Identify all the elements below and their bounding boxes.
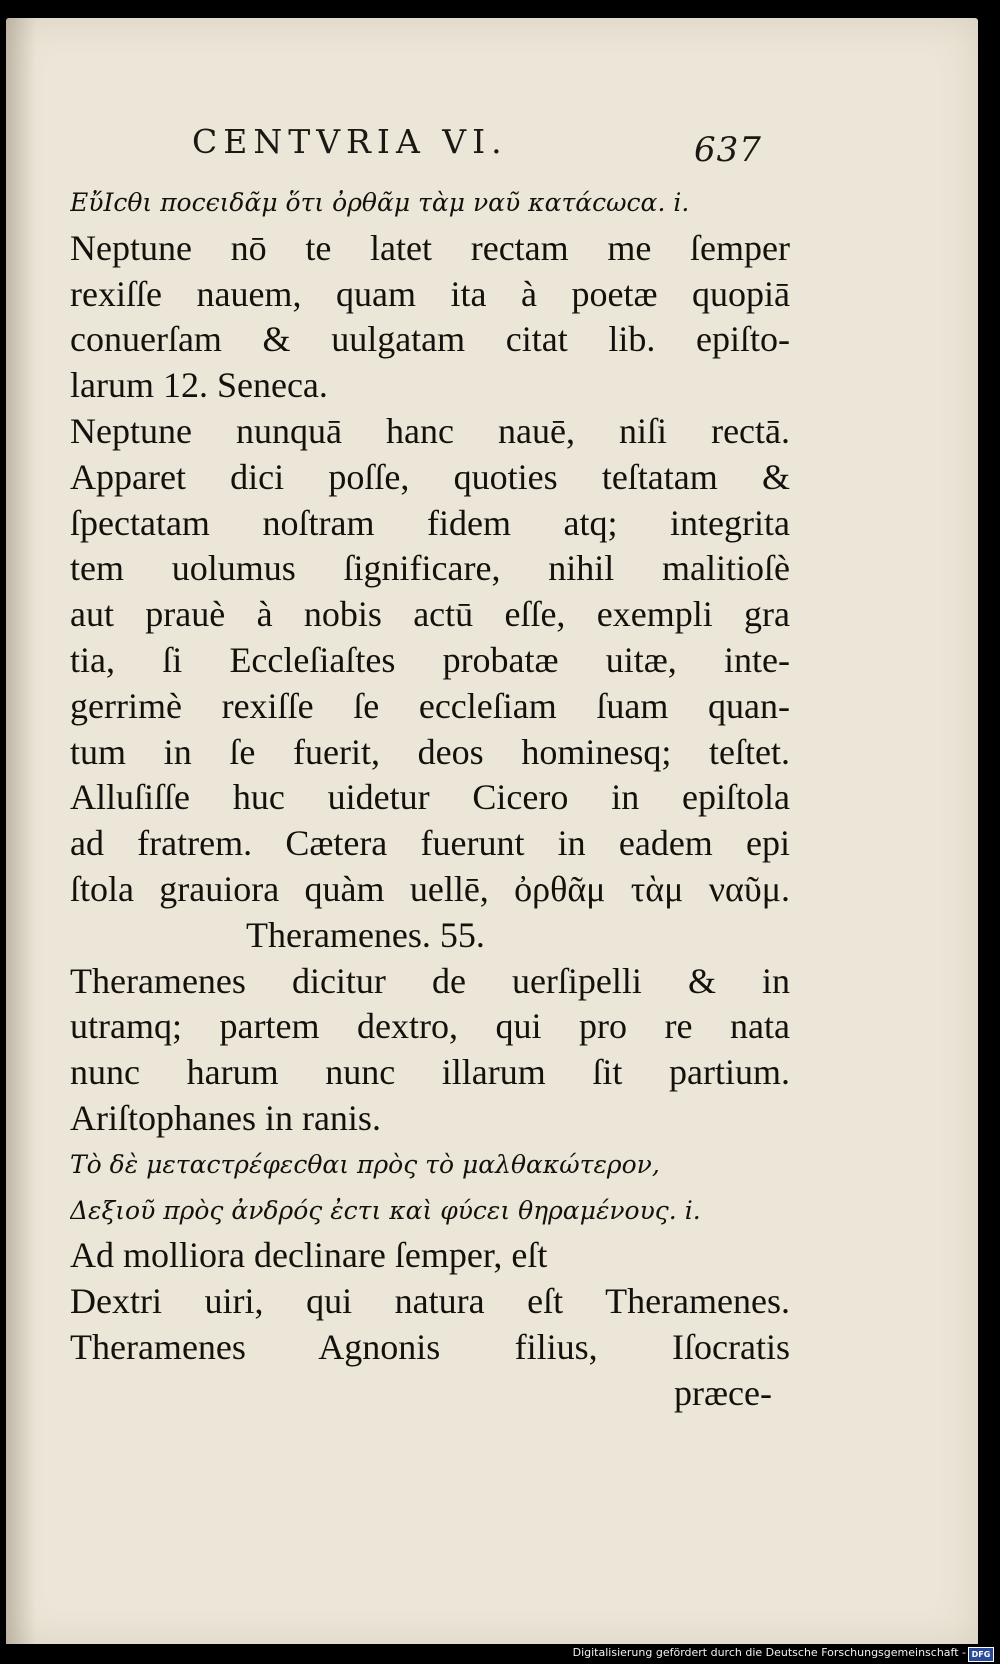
- text-line: nunc harum nunc illarum ſit partium.: [70, 1052, 790, 1093]
- running-head: CENTVRIA VI.: [192, 122, 508, 161]
- dfg-logo: DFG: [968, 1647, 994, 1662]
- greek-quote-line: Τὸ δὲ μεταϲτρέφεϲθαι πρὸς τὸ μαλθακώτερον,: [70, 1149, 660, 1179]
- catchword: præce-: [674, 1372, 772, 1413]
- text-line: Alluſiſſe huc uidetur Cicero in epiſtola: [70, 777, 790, 818]
- text-line: Neptune nunquā hanc nauē, niſi rectā.: [70, 410, 790, 451]
- text-line: tia, ſi Eccleſiaſtes probatæ uitæ, inte-: [70, 639, 790, 680]
- text-line: tem uolumus ſignificare, nihil malitioſè: [70, 548, 790, 589]
- text-line: ΕὔΙϲθι ποϲϵιδᾶμ ὅτι ὀρθᾶμ τὰμ ναῦ κατάϲωϲα. i.: [70, 188, 690, 217]
- text-line: ad fratrem. Cætera fuerunt in eadem epi: [70, 823, 790, 864]
- text-line: Ariſtophanes in ranis.: [70, 1097, 381, 1138]
- text-line: tum in ſe fuerit, deos hominesq; teſtet.: [70, 731, 790, 772]
- text-line: larum 12. Seneca.: [70, 365, 328, 406]
- text-line: Theramenes Agnonis filius, Iſocratis: [70, 1326, 790, 1367]
- text-line: Ad molliora declinare ſemper, eſt: [70, 1235, 548, 1276]
- text-line: Theramenes dicitur de uerſipelli & in: [70, 960, 790, 1001]
- text-line: rexiſſe nauem, quam ita à poetæ quopiā: [70, 273, 790, 314]
- text-line: Dextri uiri, qui natura eſt Theramenes.: [70, 1281, 790, 1322]
- text-line: ſtola grauiora quàm uellē, ὀρθᾶμ τὰμ ναῦμ.: [70, 868, 790, 909]
- section-heading: Theramenes. 55.: [246, 914, 485, 955]
- text-line: gerrimè rexiſſe ſe eccleſiam ſuam quan-: [70, 685, 790, 726]
- text-line: Neptune nō te latet rectam me ſemper: [70, 227, 790, 268]
- funding-credit: Digitalisierung gefördert durch die Deutsche Forschungsgemeinschaft -: [572, 1646, 966, 1659]
- text-line: utramq; partem dextro, qui pro re nata: [70, 1006, 790, 1047]
- digitization-footer: [0, 1644, 1000, 1664]
- book-page: [6, 18, 978, 1646]
- page-gutter-shadow: [6, 18, 36, 1646]
- text-line: ſpectatam noſtram fidem atq; integrita: [70, 502, 790, 543]
- greek-quote-line: Δεξιοῦ πρὸς ἀνδρός ἐϲτι καὶ φύϲει θηραμένους. i.: [70, 1195, 701, 1225]
- text-line: Apparet dici poſſe, quoties teſtatam &: [70, 456, 790, 497]
- body-text: [70, 180, 790, 1417]
- page-number: 637: [694, 130, 762, 170]
- text-line: aut prauè à nobis actū eſſe, exempli gra: [70, 594, 790, 635]
- text-line: conuerſam & uulgatam citat lib. epiſto-: [70, 319, 790, 360]
